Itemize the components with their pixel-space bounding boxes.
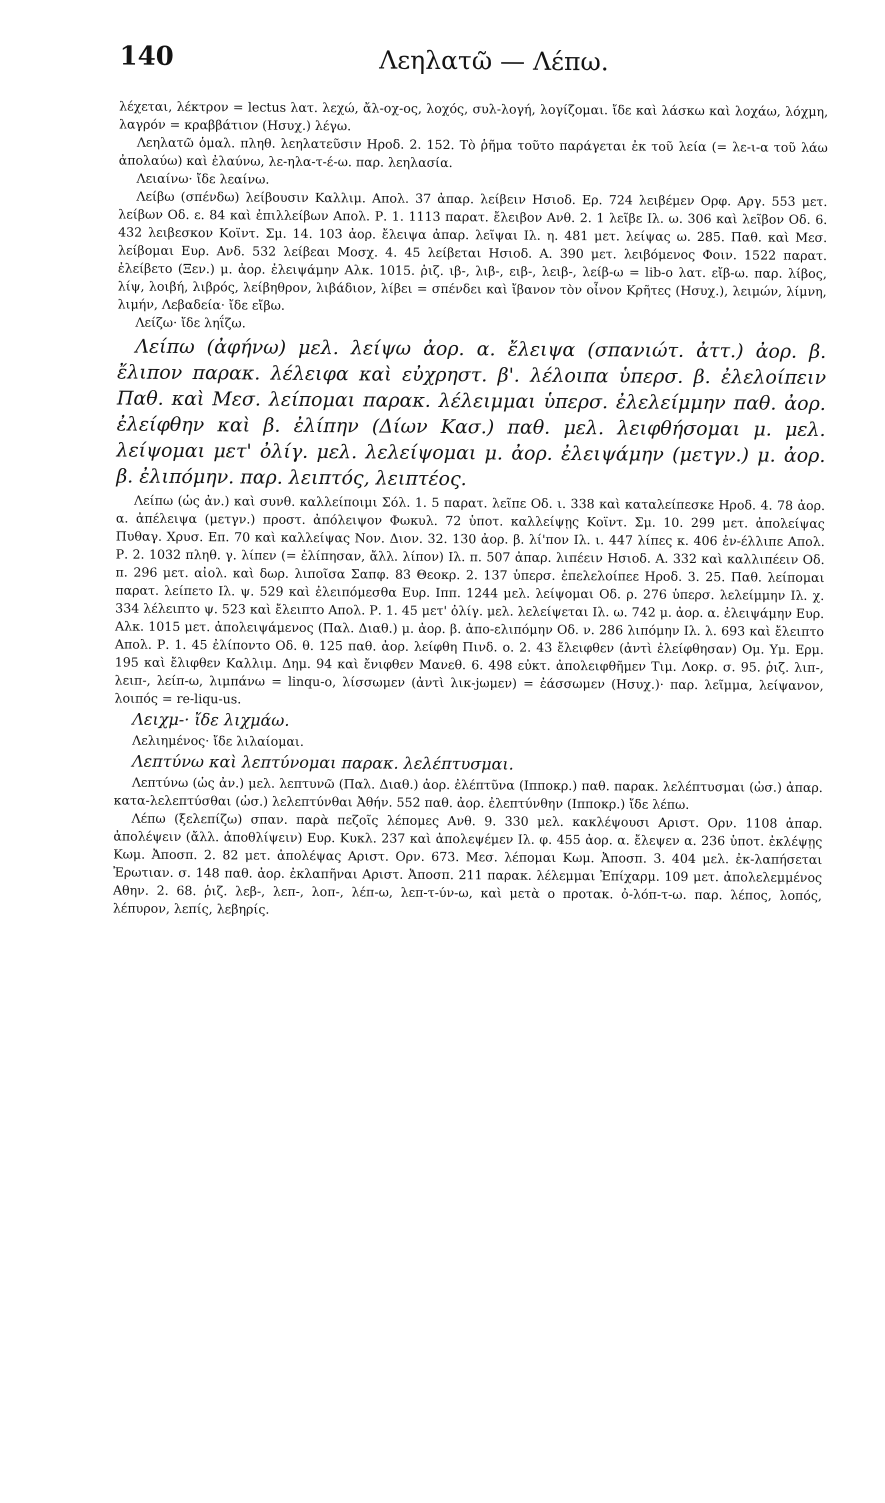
entry-leilato: Λεηλατῶ ὁμαλ. πληθ. λεηλατεῦσιν Ηροδ. 2. 152. Τὸ ῥῆμα τοῦτο παράγεται ἐκ τοῦ λεία (= λε-ι-α τοῦ λάω ἀπολαύω) καὶ ἐλαύνω, λε-ηλα-τ-έ-ω. παρ. λεηλασία.	[118, 134, 828, 171]
entry-leiaino: Λειαίνω· ἴδε λεαίνω.	[136, 170, 270, 187]
entry-leptyno-main: Λεπτύνω καὶ λεπτύνομαι παρακ. λελέπτυσμαι.	[131, 751, 514, 774]
entry-leichm: Λειχμ-· ἴδε λιχμάω.	[132, 709, 290, 730]
entry-leibo: Λείβω (σπένδω) λείβουσιν Καλλιμ. Απολ. 37 ἀπαρ. λείβειν Ησιοδ. Ερ. 724 λειβέμεν Ορφ. Αργ. 553 μετ. λείβων Οδ. ε. 84 καὶ ἐπιλλείβων Απολ. Ρ. 1. 1113 παρατ. ἔλειβον Ανθ. 2. 1 λεῖβε Ιλ. ω. 306 καὶ λεῖβον Οδ. 6. 432 λειβεσκον Κοϊντ. Σμ. 14. 103 ἀορ. ἔλειψα ἀπαρ. λεῖψαι Ιλ. η. 481 μετ. λείψας ω. 285. Παθ. καὶ Μεσ. λείβομαι Ευρ. Ανδ. 532 λείβεαι Μοσχ. 4. 45 λείβεται Ησιοδ. Α. 390 μετ. λειβόμενος Φοιν. 1522 παρατ. ἐλείβετο (Ξεν.) μ. ἀορ. ἐλειψάμην Αλκ. 1015. ῥιζ. ιβ-, λιβ-, ειβ-, λειβ-, λείβ-ω = lib-o λατ. εἴβ-ω. παρ. λίβος, λίψ, λοιβή, λιβρός, λείβηθρον, λιβάδιον, λίβει = σπένδει καὶ ἴβανον τὸν οἶνον Κρῆτες (Ησυχ.), λειμών, λίμνη, λιμήν, Λεβαδεία· ἴδε εἴβω.	[117, 188, 828, 313]
entry-continuation: λέχεται, λέκτρον = lectus λατ. λεχώ, ἄλ-οχ-ος, λοχός, συλ-λογή, λογίζομαι. ἴδε καὶ λάσκω καὶ λοχάω, λόχμη, λαγρόν = κραββάτιον (Ησυχ.) λέγω.	[118, 98, 829, 134]
entries	[113, 97, 828, 923]
entry-lepo: Λέπω (ξελεπίζω) σπαν. παρὰ πεζοῖς λέπομες Ανθ. 9. 330 μελ. κακλέψουσι Αριστ. Ορν. 1108 ἀπαρ. ἀπολέψειν (ἄλλ. ἀποθλίψειν) Ευρ. Κυκλ. 237 καὶ ἀπολεψέμεν Ιλ. φ. 455 ἀορ. α. ἔλεψεν α. 236 ὑποτ. ἐκλέψῃς Κωμ. Ἀποσπ. 2. 82 μετ. ἀπολέψας Αριστ. Ορν. 673. Μεσ. λέπομαι Κωμ. Ἀποσπ. 3. 404 μελ. ἐκ-λαπήσεται Ἐρωτιαν. σ. 148 παθ. ἀορ. ἐκλαπῆναι Αριστ. Ἀποσπ. 211 παρακ. λέλεμμαι Ἐπίχαρμ. 109 μετ. ἀπολελεμμένος Αθην. 2. 68. ῥιζ. λεβ-, λεπ-, λοπ-, λέπ-ω, λεπ-τ-ύν-ω, καὶ μετὰ ο προτακ. ὀ-λόπ-τ-ω. παρ. λέπος, λοπός, λέπυρον, λεπίς, λεβηρίς.	[112, 810, 823, 917]
page-number: 140	[119, 41, 174, 72]
entry-leipo-details: Λείπω (ὡς ἀν.) καὶ συνθ. καλλείποιμι Σόλ. 1. 5 παρατ. λεῖπε Οδ. ι. 338 καὶ καταλείπεσκε Ηροδ. 4. 78 ἀορ. α. ἀπέλειψα (μετγν.) προστ. ἀπόλειψον Φωκυλ. 72 ὑποτ. καλλείψῃς Κοϊντ. Σμ. 10. 299 μετ. ἀπολείψας Πυθαγ. Χρυσ. Επ. 70 καὶ καλλείψας Νον. Διον. 32. 130 ἀορ. β. λί'πον Ιλ. ι. 447 λίπες κ. 406 ἐν-έλλιπε Απολ. Ρ. 2. 1032 πληθ. γ. λίπεν (= ἐλίπησαν, ἄλλ. λίπον) Ιλ. π. 507 ἀπαρ. λιπέειν Ησιοδ. Α. 332 καὶ καλλιπέειν Οδ. π. 296 μετ. αἰολ. καὶ δωρ. λιποῖσα Σαπφ. 83 Θεοκρ. 2. 137 ὑπερσ. ἐπελελοίπεε Ηροδ. 3. 25. Παθ. λείπομαι παρατ. λείπετο Ιλ. ψ. 529 καὶ ἐλειπόμεσθα Ευρ. Ιππ. 1244 μελ. λείψομαι Οδ. ρ. 276 ὑπερσ. λελείμμην Ιλ. χ. 334 λέλειπτο ψ. 523 καὶ ἔλειπτο Απολ. Ρ. 1. 45 μετ' ὀλίγ. μελ. λελείψεται Ιλ. ω. 742 μ. ἀορ. α. ἐλειψάμην Ευρ. Αλκ. 1015 μετ. ἀπολειψάμενος (Παλ. Διαθ.) μ. ἀορ. β. ἀπο-ελιπόμην Οδ. ν. 286 λιπόμην Ιλ. λ. 693 καὶ ἔλειπτο Απολ. Ρ. 1. 45 ἐλίποντο Οδ. θ. 125 παθ. ἀορ. λείφθη Πινδ. ο. 2. 43 ἔλειφθεν (ἀντὶ ἐλείφθησαν) Ομ. Υμ. Ερμ. 195 καὶ ἔλιφθεν Καλλιμ. Δημ. 94 καὶ ἔνιφθεν Μανεθ. 6. 498 εὐκτ. ἀπολειφθῆμεν Τιμ. Λοκρ. σ. 95. ῥιζ. λιπ-, λειπ-, λείπ-ω, λιμπάνω = linqu-o, λίσσωμεν (ἀντὶ λικ-jωμεν) = ἐάσσωμεν (Ησυχ.)· παρ. λεῖμμα, λείψανον, λοιπός = re-liqu-us.	[114, 492, 826, 707]
entry-leliemenos: Λελιημένος· ἴδε λιλαίομαι.	[132, 732, 304, 749]
running-title: Λεηλατῶ — Λέπω.	[379, 45, 609, 77]
entry-leptyno-details: Λεπτύνω (ὡς ἀν.) μελ. λεπτυνῶ (Παλ. Διαθ.) ἀορ. ἐλέπτῦνα (Ιπποκρ.) παθ. παρακ. λελέπτυσμαι (ὡσ.) ἀπαρ. κατα-λελεπτύσθαι (ὡσ.) λελεπτύνθαι Ἀθήν. 552 παθ. ἀορ. ἐλεπτύνθην (Ιπποκρ.) ἴδε λέπω.	[113, 774, 823, 812]
page-header	[119, 41, 828, 91]
entry-leizo: Λείζω· ἴδε ληΐζω.	[135, 314, 246, 331]
entry-leipo-main: Λείπω (ἀφήνω) μελ. λείψω ἀορ. α. ἔλειψα (σπανιώτ. ἀττ.) ἀορ. β. ἔλιπον παρακ. λέλειφα καὶ εὐχρηστ. β'. λέλοιπα ὑπερσ. β. ἐλελοίπειν Παθ. καὶ Μεσ. λείπομαι παρακ. λέλειμμαι ὑπερσ. ἐλελείμμην παθ. ἀορ. ἐλείφθην καὶ β. ἐλίπην (Δίων Κασ.) παθ. μελ. λειφθήσομαι μ. μελ. λείψομαι μετ' ὀλίγ. μελ. λελείψομαι μ. ἀορ. ἐλειψάμην (μετγν.) μ. ἀορ. β. ἐλιπόμην. παρ. λειπτός, λειπτέος.	[116, 335, 827, 491]
